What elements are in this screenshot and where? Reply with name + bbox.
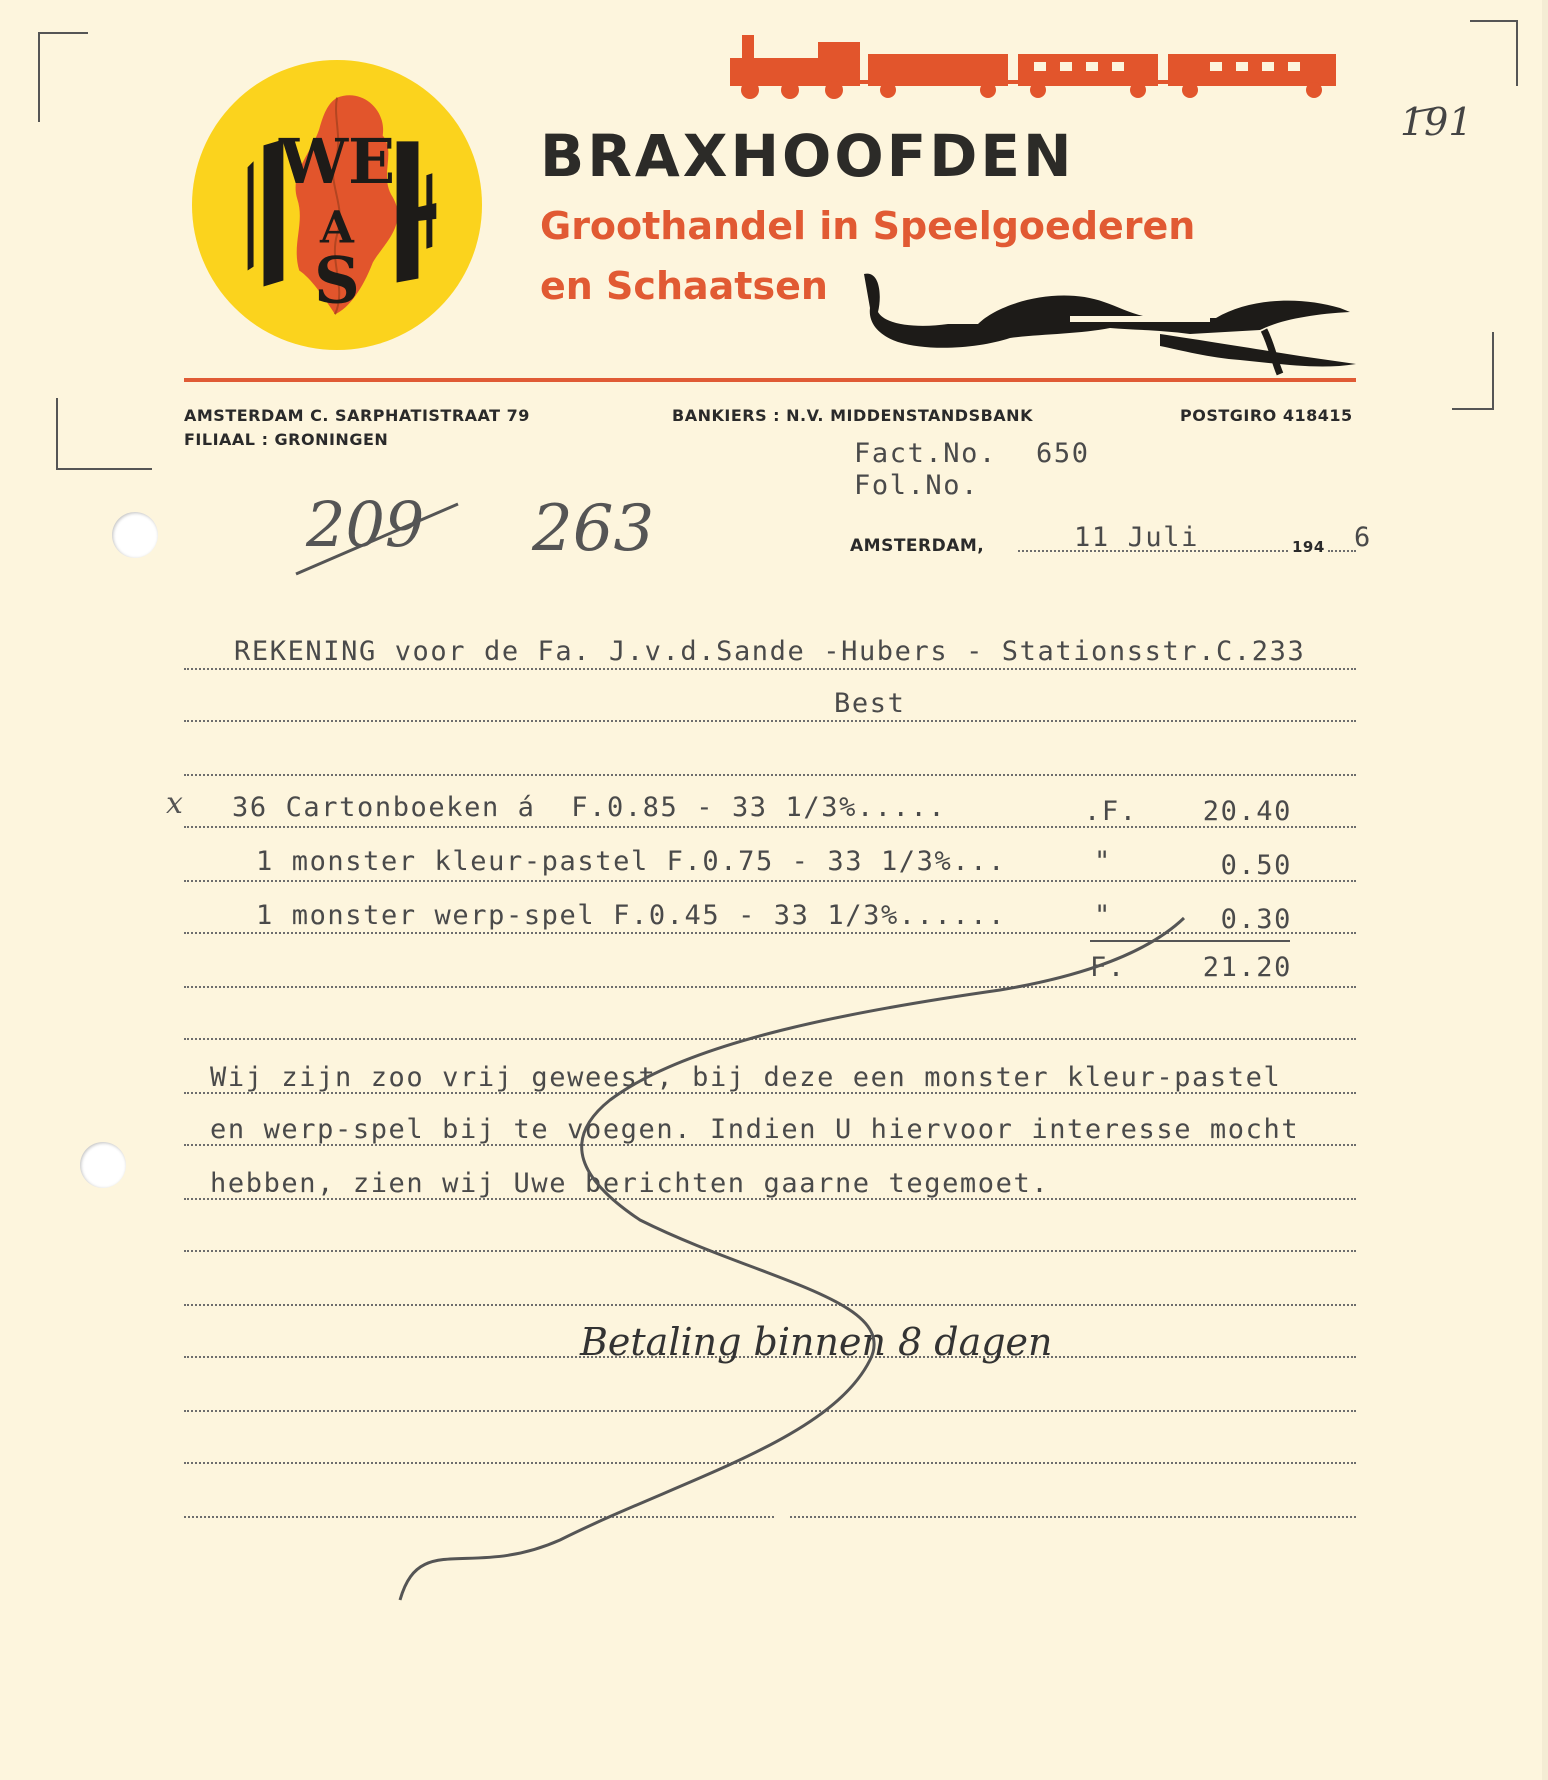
weas-logo [188,58,486,352]
ruled-line [790,1516,1356,1518]
subtotal-rule [1090,940,1290,942]
address-line-2: FILIAAL : GRONINGEN [184,430,389,449]
svg-text:A: A [320,202,354,254]
year-suffix: 6 [1354,522,1372,553]
ruled-line [184,720,1356,722]
total-amount: 21.20 [1202,952,1292,983]
ruled-line [184,1516,774,1518]
ruled-line [184,1304,1356,1306]
handwritten-payment-note: Betaling binnen 8 dagen [580,1320,1053,1364]
date-day-month: 11 Juli [1074,522,1199,553]
skate-illustration [860,268,1360,378]
handwritten-crossed-number: 209 [306,488,425,561]
ruled-line [184,1410,1356,1412]
bank-info: BANKIERS : N.V. MIDDENSTANDSBANK [672,406,1033,425]
crop-mark-mid-left [56,398,152,470]
handwritten-tick-mark: x [166,786,183,821]
item-description: 1 monster werp-spel F.0.45 - 33 1/3%...... [256,900,1006,931]
crop-mark-top-right [1470,20,1518,86]
ruled-line [184,774,1356,776]
svg-text:S: S [314,242,360,318]
ruled-line [184,1250,1356,1252]
fol-label: Fol.No. [854,470,979,501]
place-label: AMSTERDAM, [850,536,985,556]
punch-hole-bottom [80,1142,126,1188]
sheet-edge [1542,0,1548,1780]
train-illustration [730,30,1345,100]
message-line-3: hebben, zien wij Uwe berichten gaarne tegemoet. [210,1168,1050,1199]
company-name: BRAXHOOFDEN [540,122,1075,190]
tagline-line-1: Groothandel in Speelgoederen [540,204,1196,248]
handwritten-corner-number: 191 [1400,100,1473,144]
item-amount: 20.40 [1202,796,1292,827]
ruled-line [184,1462,1356,1464]
postgiro: POSTGIRO 418415 [1180,406,1353,425]
ruled-line [184,986,1356,988]
addressee-line-1: REKENING voor de Fa. J.v.d.Sande -Hubers - Stationsstr.C.233 [234,636,1306,667]
ruled-line [184,668,1356,670]
message-line-2: en werp-spel bij te voegen. Indien U hiervoor interesse mocht [210,1114,1300,1145]
item-description: 36 Cartonboeken á F.0.85 - 33 1/3%..... [232,792,947,823]
addressee-line-2: Best [834,688,906,719]
item-currency: " [1094,846,1112,877]
fact-number: 650 [1036,438,1090,469]
year-dotted-line [1328,550,1356,552]
total-currency: F. [1090,952,1126,983]
punch-hole-top [112,512,158,558]
item-amount: 0.30 [1220,904,1292,935]
crop-mark-top-left [38,32,88,122]
handwritten-number: 263 [532,492,655,566]
fact-label: Fact.No. [854,438,997,469]
item-currency: .F. [1084,796,1138,827]
item-amount: 0.50 [1220,850,1292,881]
ruled-line [184,1038,1356,1040]
item-currency: " [1094,900,1112,931]
logo-lettering: WE [278,125,396,199]
tagline-line-2: en Schaatsen [540,264,828,308]
year-prefix: 194 [1292,538,1325,556]
message-line-1: Wij zijn zoo vrij geweest, bij deze een monster kleur-pastel [210,1062,1282,1093]
crop-mark-mid-right [1452,332,1494,410]
item-description: 1 monster kleur-pastel F.0.75 - 33 1/3%... [256,846,1006,877]
address-line-1: AMSTERDAM C. SARPHATISTRAAT 79 [184,406,530,425]
letterhead-rule [184,378,1356,382]
